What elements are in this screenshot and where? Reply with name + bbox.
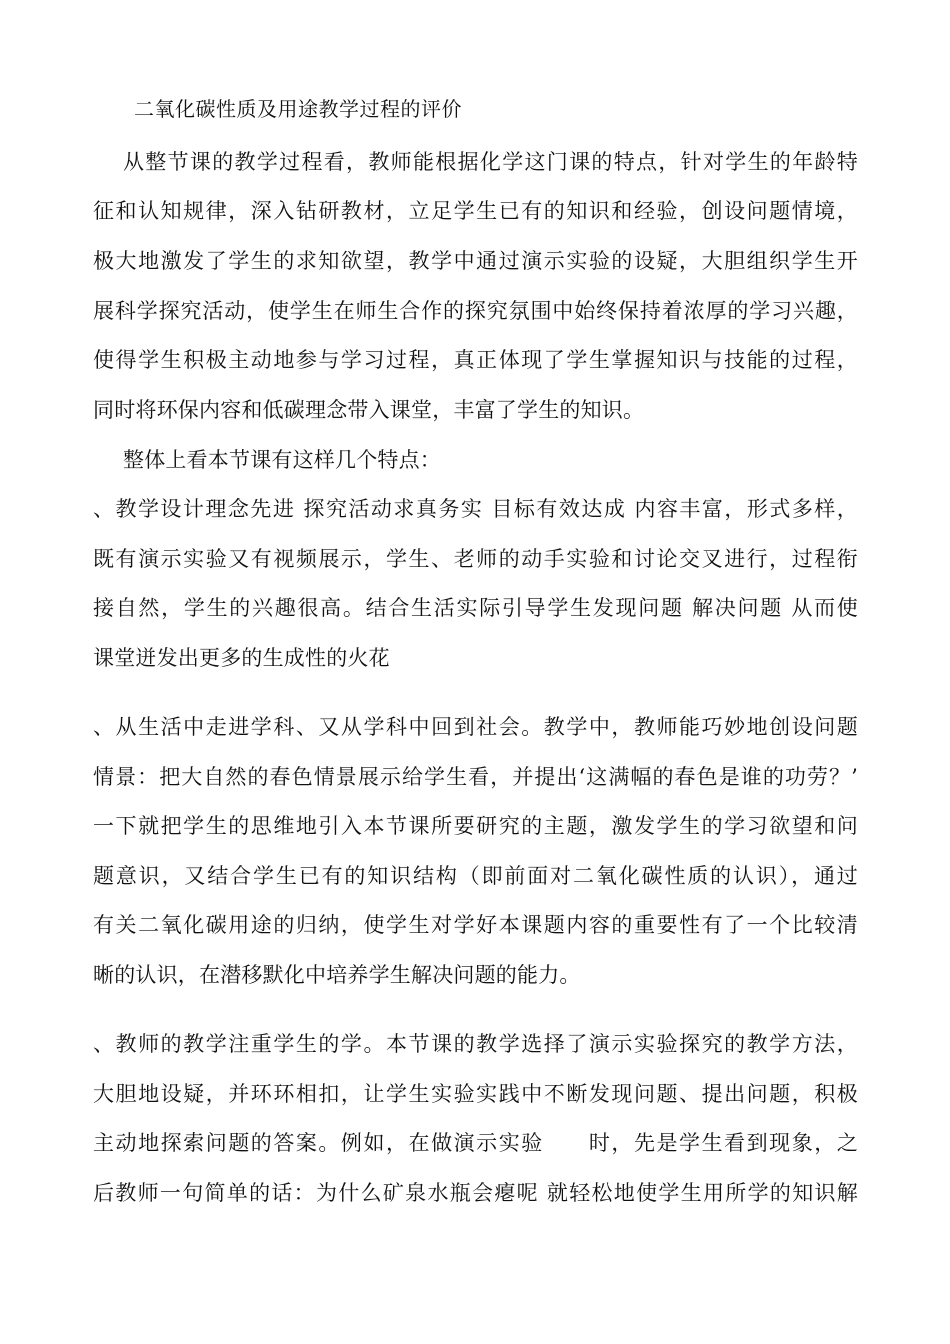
paragraph-line: 一下就把学生的思维地引入本节课所要研究的主题，激发学生的学习欲望和问 (93, 814, 858, 838)
paragraph-line: 极大地激发了学生的求知欲望，教学中通过演示实验的设疑，大胆组织学生开 (93, 249, 858, 273)
paragraph-line: 整体上看本节课有这样几个特点： (123, 448, 441, 472)
paragraph-line: 同时将环保内容和低碳理念带入课堂，丰富了学生的知识。 (93, 398, 645, 422)
paragraph-line: 大胆地设疑，并环环相扣，让学生实验实践中不断发现问题、提出问题，积极 (93, 1082, 858, 1106)
paragraph-line: 、教学设计理念先进 探究活动求真务实 目标有效达成 内容丰富，形式多样， (93, 497, 858, 521)
paragraph-line: 既有演示实验又有视频展示，学生、老师的动手实验和讨论交叉进行，过程衔 (93, 547, 858, 571)
paragraph-line: 展科学探究活动，使学生在师生合作的探究氛围中始终保持着浓厚的学习兴趣， (93, 299, 858, 323)
paragraph-line: 征和认知规律，深入钻研教材，立足学生已有的知识和经验，创设问题情境， (93, 199, 858, 223)
paragraph-line: 后教师一句简单的话：为什么矿泉水瓶会瘪呢 就轻松地使学生用所学的知识解 (93, 1181, 858, 1205)
paragraph-line: 、教师的教学注重学生的学。本节课的教学选择了演示实验探究的教学方法， (93, 1032, 858, 1056)
paragraph-line: 、从生活中走进学科、又从学科中回到社会。教学中，教师能巧妙地创设问题 (93, 715, 858, 739)
paragraph-line: 从整节课的教学过程看，教师能根据化学这门课的特点，针对学生的年龄特 (123, 150, 858, 174)
document-title: 二氧化碳性质及用途教学过程的评价 (134, 97, 462, 121)
paragraph-line: 情景：把大自然的春色情景展示给学生看，并提出‘这满幅的春色是谁的功劳？’ (93, 765, 858, 789)
paragraph-line: 题意识，又结合学生已有的知识结构（即前面对二氧化碳性质的认识），通过 (93, 864, 858, 888)
paragraph-line: 有关二氧化碳用途的归纳，使学生对学好本课题内容的重要性有了一个比较清 (93, 913, 858, 937)
paragraph-line: 主动地探索问题的答案。例如，在做演示实验 时，先是学生看到现象，之 (93, 1131, 858, 1155)
paragraph-line: 课堂迸发出更多的生成性的火花 (93, 646, 390, 670)
paragraph-line: 接自然，学生的兴趣很高。结合生活实际引导学生发现问题 解决问题 从而使 (93, 596, 858, 620)
paragraph-line: 使得学生积极主动地参与学习过程，真正体现了学生掌握知识与技能的过程， (93, 348, 858, 372)
paragraph-line: 晰的认识，在潜移默化中培养学生解决问题的能力。 (93, 963, 581, 987)
